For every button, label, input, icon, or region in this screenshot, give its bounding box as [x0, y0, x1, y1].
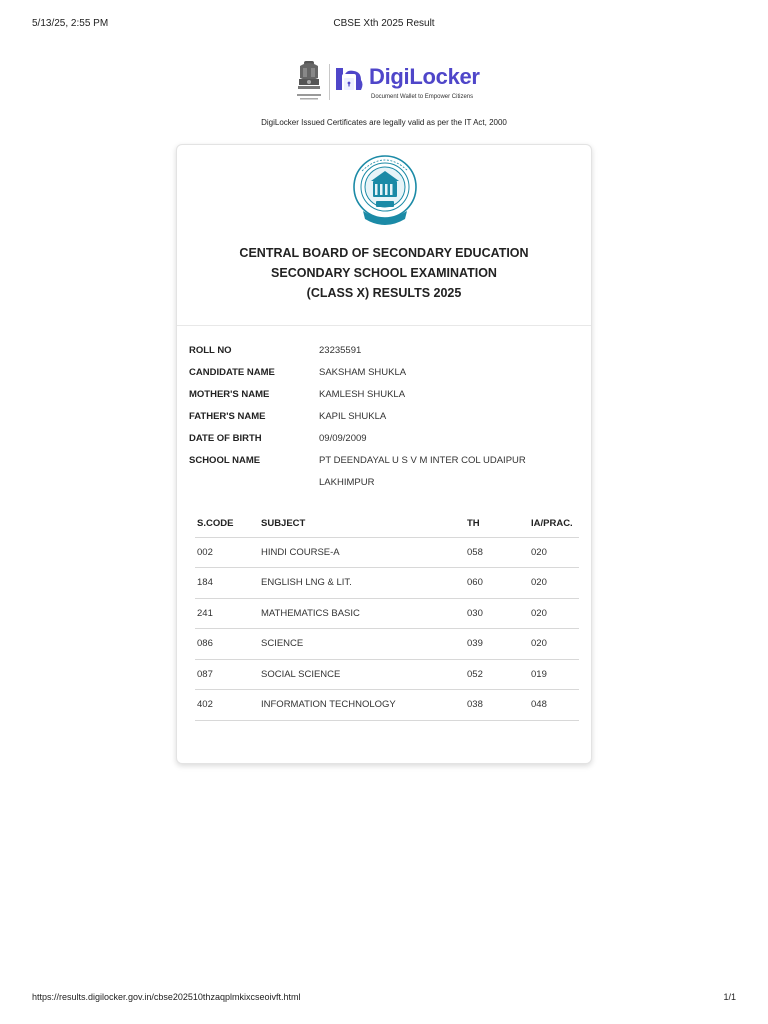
info-value: PT DEENDAYAL U S V M INTER COL UDAIPUR LAKHIMPUR [319, 455, 526, 488]
board-title-line-1: CENTRAL BOARD OF SECONDARY EDUCATION [239, 246, 529, 260]
cell-subject: INFORMATION TECHNOLOGY [259, 690, 465, 721]
board-title [177, 243, 591, 303]
cell-subject: ENGLISH LNG & LIT. [259, 568, 465, 599]
info-label: SCHOOL NAME [189, 455, 261, 466]
cell-scode: 087 [195, 659, 259, 690]
digilocker-cloud-icon [334, 64, 364, 100]
print-page-title: CBSE Xth 2025 Result [333, 18, 435, 29]
cell-th: 030 [465, 598, 521, 629]
print-footer [32, 992, 736, 1006]
card-divider [177, 325, 591, 326]
cell-scode: 402 [195, 690, 259, 721]
table-row [195, 537, 579, 568]
cell-ia-prac: 020 [521, 537, 579, 568]
cell-subject: SCIENCE [259, 629, 465, 660]
info-row-roll-no [189, 341, 579, 363]
info-label: MOTHER'S NAME [189, 389, 270, 400]
info-label: CANDIDATE NAME [189, 367, 275, 378]
cell-ia-prac: 020 [521, 629, 579, 660]
info-row-mothers-name [189, 385, 579, 407]
cell-th: 058 [465, 537, 521, 568]
info-label: DATE OF BIRTH [189, 433, 262, 444]
cell-subject: SOCIAL SCIENCE [259, 659, 465, 690]
cell-ia-prac: 048 [521, 690, 579, 721]
table-row [195, 659, 579, 690]
header-ia-prac: IA/PRAC. [521, 511, 579, 537]
national-emblem-icon [294, 58, 324, 106]
result-card [176, 144, 592, 764]
table-row [195, 568, 579, 599]
header-scode: S.CODE [195, 511, 259, 537]
table-row [195, 629, 579, 660]
cell-th: 060 [465, 568, 521, 599]
page-url: https://results.digilocker.gov.in/cbse202510thzaqplmkixcseoivft.html [32, 992, 301, 1002]
cell-scode: 002 [195, 537, 259, 568]
validity-note: DigiLocker Issued Certificates are legally valid as per the IT Act, 2000 [261, 118, 507, 127]
marks-header-row [195, 511, 579, 537]
page-count: 1/1 [723, 992, 736, 1002]
cell-subject: HINDI COURSE-A [259, 537, 465, 568]
marks-table [195, 511, 579, 721]
board-title-line-3: (CLASS X) RESULTS 2025 [306, 286, 462, 300]
info-row-fathers-name [189, 407, 579, 429]
cbse-seal-icon [349, 153, 421, 229]
cell-subject: MATHEMATICS BASIC [259, 598, 465, 629]
cell-scode: 086 [195, 629, 259, 660]
cell-th: 038 [465, 690, 521, 721]
info-value: 09/09/2009 [319, 433, 367, 444]
digilocker-name: DigiLocker [369, 64, 480, 89]
cell-th: 052 [465, 659, 521, 690]
info-row-date-of-birth [189, 429, 579, 451]
cell-ia-prac: 019 [521, 659, 579, 690]
info-row-candidate-name [189, 363, 579, 385]
table-row [195, 690, 579, 721]
brand-divider [329, 64, 330, 100]
print-header [32, 18, 736, 32]
header-th: TH [465, 511, 521, 537]
info-value: KAPIL SHUKLA [319, 411, 387, 422]
digilocker-brand [294, 58, 484, 108]
print-datetime: 5/13/25, 2:55 PM [32, 18, 109, 29]
board-title-line-2: SECONDARY SCHOOL EXAMINATION [271, 266, 497, 280]
info-value: KAMLESH SHUKLA [319, 389, 406, 400]
candidate-info [189, 341, 579, 488]
info-value: SAKSHAM SHUKLA [319, 367, 407, 378]
header-subject: SUBJECT [259, 511, 465, 537]
info-label: ROLL NO [189, 345, 232, 356]
info-row-school-name [189, 451, 579, 488]
table-row [195, 598, 579, 629]
cell-scode: 241 [195, 598, 259, 629]
cell-ia-prac: 020 [521, 568, 579, 599]
cell-th: 039 [465, 629, 521, 660]
cell-ia-prac: 020 [521, 598, 579, 629]
info-label: FATHER'S NAME [189, 411, 266, 422]
digilocker-tagline: Document Wallet to Empower Citizens [371, 94, 474, 100]
info-value: 23235591 [319, 345, 362, 356]
cell-scode: 184 [195, 568, 259, 599]
